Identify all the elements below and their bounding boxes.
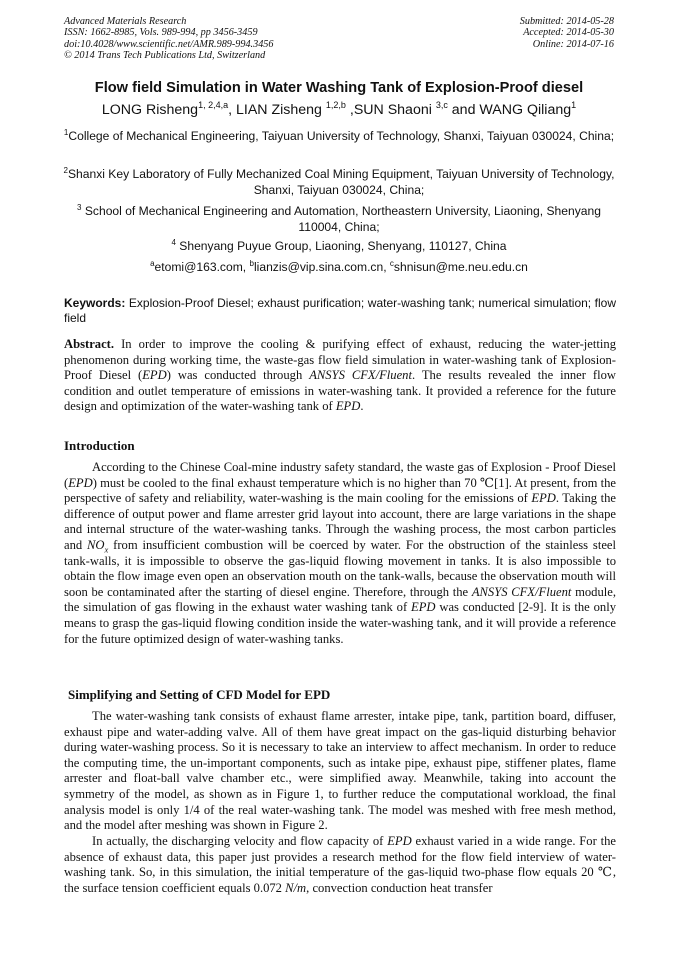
paper-title: Flow field Simulation in Water Washing Tank of Explosion-Proof diesel <box>94 80 584 96</box>
author-list: LONG Risheng$^{1, 2,4,a}$, LIAN Zisheng $^{1,2,b}$ ,SUN Shaoni $^{3,c}$ and WANG Qiliang$^1$ <box>101 100 577 118</box>
author-affiliation-mark: 1, 2,4,a <box>198 100 229 110</box>
affiliation: $^1$College of Mechanical Engineering, Taiyuan University of Technology, Shanxi, Taiyuan 030024, China; <box>63 128 615 143</box>
email-list: $^a$etomi@163.com, $^b$lianzis@vip.sina.com.cn, $^c$shnisun@me.neu.edu.cn <box>150 259 528 274</box>
section-heading-cfd-model: Simplifying and Setting of CFD Model for EPD <box>68 687 331 702</box>
keywords-text: Explosion-Proof Diesel; exhaust purification; water-washing tank; numerical simulation; flow field <box>64 296 616 325</box>
author-affiliation-mark: 3,c <box>435 100 448 110</box>
author-name: WANG Qiliang <box>479 102 572 118</box>
author-affiliation-mark: 1,2,b <box>325 100 346 110</box>
author-name: LIAN Zisheng <box>235 102 326 118</box>
journal-doi: doi:10.4028/www.scientific.net/AMR.989-994.3456 <box>64 38 274 50</box>
submitted-date: Submitted: 2014-05-28 <box>519 16 614 27</box>
affiliation: $^2$Shanxi Key Laboratory of Fully Mechanized Coal Mining Equipment, Taiyuan University of Technology, Shanxi, Taiyuan 030024, China; <box>63 166 615 197</box>
submission-dates <box>490 16 614 50</box>
keywords-label: Keywords: <box>64 296 126 310</box>
email-link: shnisun@me.neu.edu.cn <box>393 260 528 274</box>
journal-name: Advanced Materials Research <box>64 16 187 27</box>
email-link: lianzis@vip.sina.com.cn, <box>253 260 390 274</box>
cfd-settings-paragraph: In actually, the discharging velocity and flow capacity of EPD exhaust varied in a wide range. For the absence of exhaust data, this paper just provides a research method for the flow field interview of water-washing tank. So, in this simulation, the initial temperature of the gas-liquid two-phase flow equals 20 ℃, the surface tension coefficient equals 0.072 N/m, convection conduction heat transfer <box>64 834 616 895</box>
author-name: SUN Shaoni <box>353 102 436 118</box>
affiliation: $^4$ Shenyang Puyue Group, Liaoning, Shenyang, 110127, China <box>171 238 507 253</box>
abstract: Abstract. In order to improve the cooling & purifying effect of exhaust, reducing the water-jetting phenomenon during working time, the waste-gas flow field simulation in water-washing tank of Explosion-Proof Diesel (EPD) was conducted through ANSYS CFX/Fluent. The results revealed the inner flow condition and outlet temperature of emissions in water-washing tank. It provided a reference for the future design and optimization of the water-washing tank of EPD. <box>64 337 616 414</box>
abstract-label: Abstract. <box>64 337 115 351</box>
journal-issn: ISSN: 1662-8985, Vols. 989-994, pp 3456-3459 <box>64 27 258 39</box>
keywords <box>64 296 616 326</box>
email-link: etomi@163.com, <box>154 260 250 274</box>
journal-info <box>64 16 273 61</box>
journal-copyright: © 2014 Trans Tech Publications Ltd, Switzerland <box>64 49 266 61</box>
accepted-date: Accepted: 2014-05-30 <box>523 27 614 39</box>
cfd-model-paragraph: The water-washing tank consists of exhaust flame arrester, intake pipe, tank, partition board, diffuser, exhaust pipe and water-adding valve. All of them have great impact on the gas-liquid disturbing behavior during water-washing process. So it is necessary to take an interview to affect mechanism. In order to reduce the computing time, the un-important components, such as intake pipe, exhaust pipe, stiffener plates, flame arrester and float-ball valve chamber etc., were simplified away. Meanwhile, taking into account the symmetry of the model, as shown as in Figure 1, to further reduce the computational workload, the final analysis model is only 1/4 of the real water-washing tank. The model was meshed with free mesh method, and the model after meshing was shown in Figure 2. <box>64 709 616 833</box>
introduction-paragraph: According to the Chinese Coal-mine industry safety standard, the waste gas of Explosion - Proof Diesel (EPD) must be cooled to the final exhaust temperature which is no higher than 70 ℃[1]. At present, from the perspective of safety and reliability, water-washing is the main cooling for the emissions of EPD. Taking the difference of output power and flame arrester grid layout into account, there are large variations in the shape and internal structure of the water-washing tanks. Through the washing process, the most carbon particles and $NO_x$ from insufficient combustion will be coerced by water. For the obstruction of the stainless steel tank-walls, it is impossible to observe the gas-liquid flowing movement in tanks. It is also impossible to obtain the flow image even open an observation mouth on the tank-walls, because the observation mouth will soon be contaminated after the starting of diesel engine. Therefore, through the ANSYS CFX/Fluent module, the simulation of gas flowing in the exhaust water washing tank of EPD was conducted [2-9]. It is the only means to grasp the gas-liquid flowing condition inside the water-washing tank, and it will provide a reference for the future optimized design of water-washing tanks. <box>64 460 616 646</box>
author-name: LONG Risheng <box>101 102 199 118</box>
section-heading-introduction: Introduction <box>64 438 135 453</box>
online-date: Online: 2014-07-16 <box>532 38 614 50</box>
affiliation: $^3$ School of Mechanical Engineering and Automation, Northeastern University, Liaoning, Shenyang 110004, China; <box>77 203 601 234</box>
author-affiliation-mark: 1 <box>571 100 577 110</box>
